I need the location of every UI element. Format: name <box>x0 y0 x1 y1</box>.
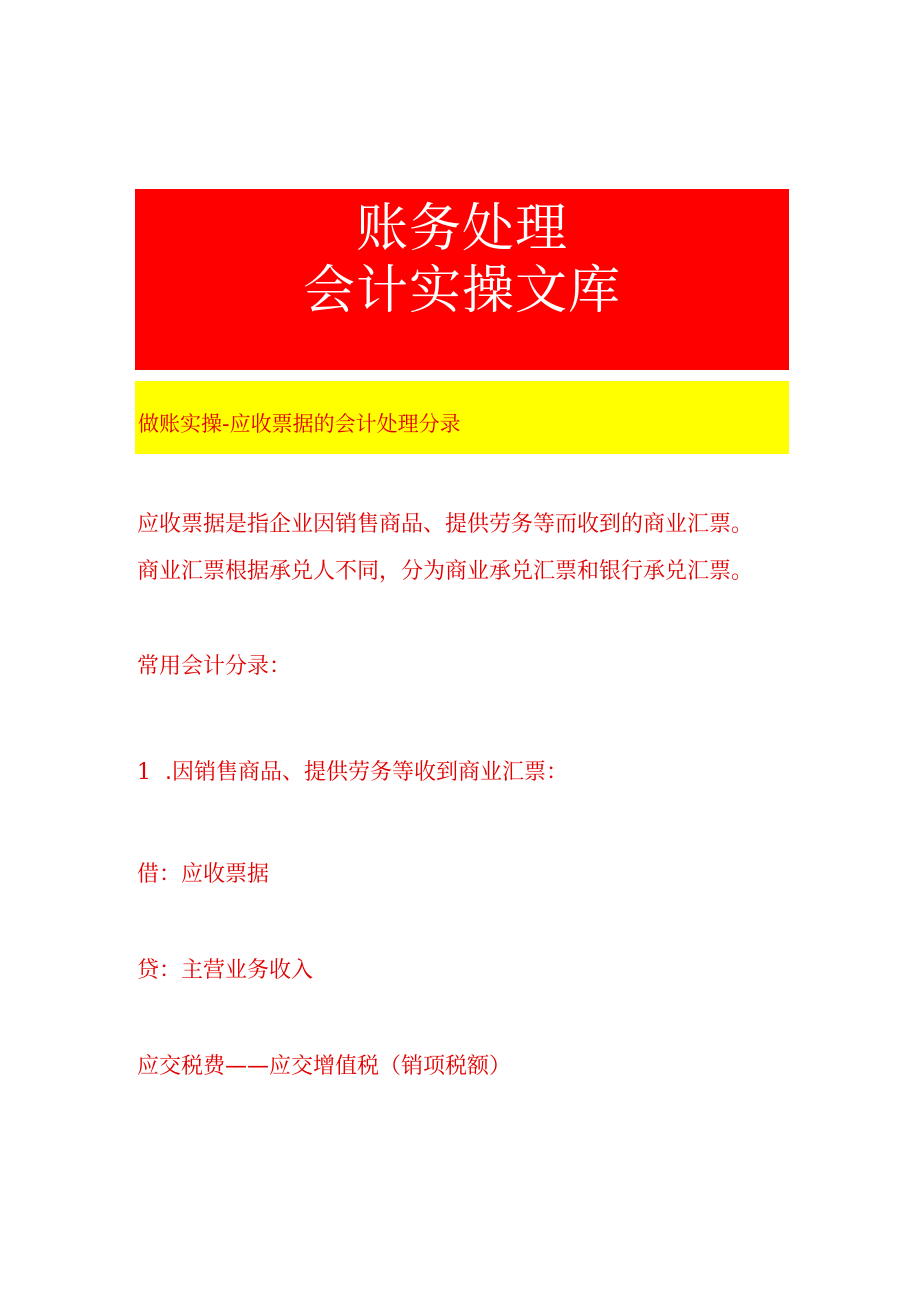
banner-title-line1: 账务处理 <box>355 199 568 259</box>
list-item-number: 1 <box>137 760 151 785</box>
credit-entry: 贷：主营业务收入 <box>137 958 314 983</box>
intro-paragraph-line2: 商业汇票根据承兑人不同，分为商业承兑汇票和银行承兑汇票。 <box>137 559 754 584</box>
tax-entry: 应交税费——应交增值税（销项税额） <box>137 1054 512 1079</box>
debit-entry: 借：应收票据 <box>137 862 270 887</box>
subtitle-bar <box>135 381 789 454</box>
title-banner <box>135 189 789 370</box>
entries-heading: 常用会计分录： <box>137 654 292 679</box>
intro-paragraph-line1: 应收票据是指企业因销售商品、提供劳务等而收到的商业汇票。 <box>137 512 754 537</box>
document-subtitle: 做账实操-应收票据的会计处理分录 <box>138 412 461 436</box>
banner-title-line2: 会计实操文库 <box>302 261 621 321</box>
list-item-text: .因销售商品、提供劳务等收到商业汇票： <box>165 760 568 785</box>
list-item-1 <box>137 758 568 788</box>
